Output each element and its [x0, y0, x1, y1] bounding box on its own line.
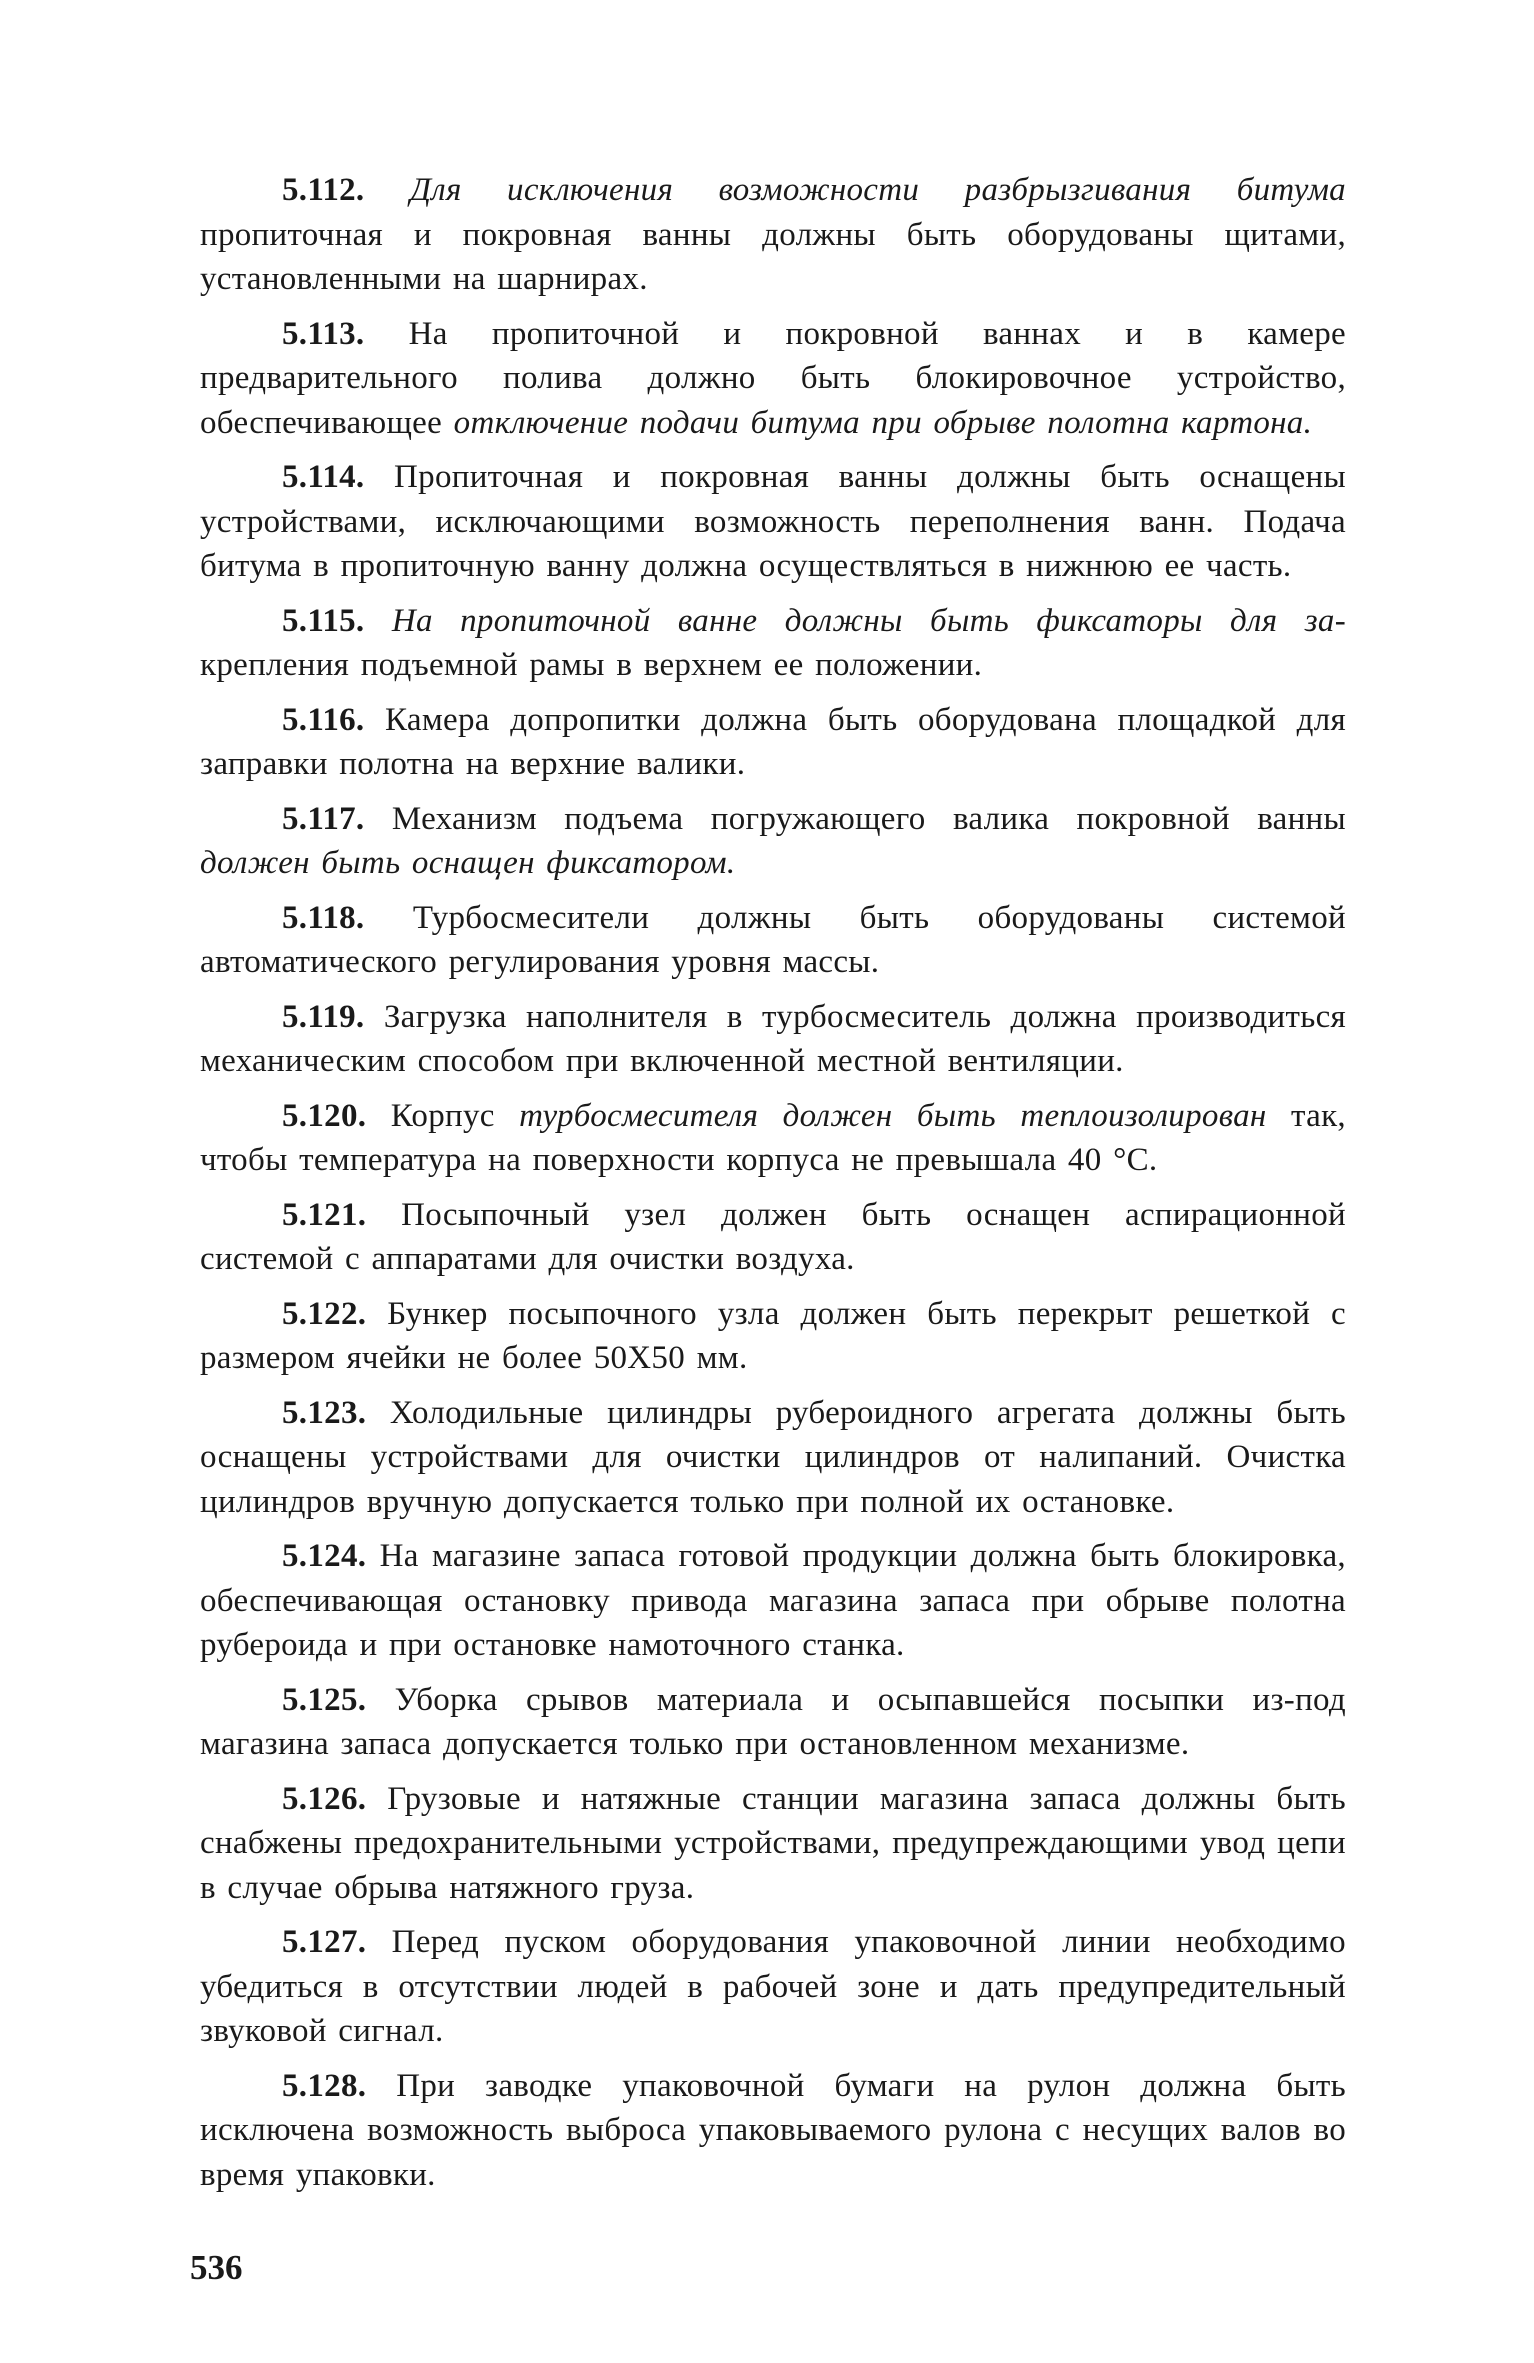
- clause-number: 5.118.: [282, 899, 365, 936]
- clause-number: 5.122.: [282, 1295, 367, 1332]
- clause-text: Камера допропитки должна быть оборудована площадкой для заправки полотна на верхние валики.: [200, 701, 1346, 782]
- clause-number: 5.124.: [282, 1538, 367, 1574]
- clause-text: На магазине запаса готовой продукции должна быть блокировка, обеспечивающая остановку привода магазина запаса при обрыве полотна рубероида и при остановке намоточного станка.: [200, 1538, 1346, 1663]
- paragraph-5-122: [200, 1292, 1346, 1381]
- clause-number: 5.114.: [282, 459, 365, 495]
- paragraph-5-112: [200, 168, 1346, 302]
- clause-text-italic: отключение подачи битума при обрыве полотна картона.: [453, 404, 1313, 441]
- paragraph-5-124: [200, 1534, 1346, 1668]
- clause-text: Корпус: [390, 1097, 495, 1134]
- clause-number: 5.126.: [282, 1780, 367, 1817]
- clause-text-italic: должен быть оснащен фиксатором.: [200, 845, 736, 881]
- clause-number: 5.113.: [282, 315, 365, 352]
- clause-number: 5.123.: [282, 1394, 367, 1431]
- clause-number: 5.128.: [282, 2067, 367, 2104]
- paragraph-5-128: [200, 2064, 1346, 2198]
- clause-text: Турбосмесители должны быть оборудованы системой автоматического регулирования уровня массы.: [200, 899, 1346, 980]
- clause-text: При заводке упаковочной бумаги на рулон должна быть исключена возможность выброса упаковываемого рулона с несущих валов во время упаковки.: [200, 2067, 1346, 2193]
- clause-number: 5.119.: [282, 998, 365, 1035]
- clause-number: 5.116.: [282, 701, 365, 738]
- clause-text-italic: Для исключения возможности разбрызгивания битума: [409, 172, 1346, 208]
- clause-text: На пропиточной и покровной ваннах и в камере предварительного полива должно быть блокировочное устройство, обеспечивающее: [200, 315, 1346, 441]
- paragraph-5-127: [200, 1920, 1346, 2054]
- paragraph-5-116: [200, 698, 1346, 787]
- paragraph-5-121: [200, 1193, 1346, 1282]
- paragraph-5-119: [200, 995, 1346, 1084]
- clause-number: 5.117.: [282, 800, 365, 837]
- paragraph-5-115: [200, 599, 1346, 688]
- clause-text: Грузовые и натяжные станции магазина запаса должны быть снабжены предохранительными устройствами, предупреждающими увод цепи в случае обрыва натяжного груза.: [200, 1780, 1346, 1906]
- paragraph-5-117: [200, 797, 1346, 886]
- clause-text: Бункер посыпочного узла должен быть перекрыт решеткой с размером ячейки не более 50Х50 мм.: [200, 1295, 1346, 1376]
- clause-number: 5.121.: [282, 1196, 367, 1233]
- clause-number: 5.127.: [282, 1924, 367, 1960]
- clause-text: Пропиточная и покровная ванны должны быть оснащены устройствами, исключающими возможность переполнения ванн. Подача битума в пропиточную ванну должна осуществляться в нижнюю ее часть.: [200, 459, 1346, 584]
- clause-text-italic: На пропиточной ванне должны быть фиксаторы для за-: [391, 602, 1346, 639]
- paragraph-5-126: [200, 1777, 1346, 1911]
- paragraph-5-125: [200, 1678, 1346, 1767]
- paragraph-5-113: [200, 312, 1346, 446]
- clause-text-italic: турбосмесителя должен быть теплоизолирован: [519, 1097, 1267, 1134]
- clause-text: Загрузка наполнителя в турбосмеситель должна производиться механическим способом при включенной местной вентиляции.: [200, 998, 1346, 1079]
- paragraph-5-123: [200, 1391, 1346, 1525]
- clause-number: 5.125.: [282, 1681, 367, 1718]
- clause-text: крепления подъемной рамы в верхнем ее положении.: [200, 647, 983, 683]
- clause-text: Перед пуском оборудования упаковочной линии необходимо убедиться в отсутствии людей в рабочей зоне и дать предупредительный звуковой сигнал.: [200, 1924, 1346, 2049]
- clause-number: 5.112.: [282, 172, 365, 208]
- paragraph-5-114: [200, 455, 1346, 589]
- clause-number: 5.120.: [282, 1097, 367, 1134]
- paragraph-5-118: [200, 896, 1346, 985]
- clause-text: Посыпочный узел должен быть оснащен аспирационной системой с аппаратами для очистки воздуха.: [200, 1196, 1347, 1277]
- clause-text: Холодильные цилиндры рубероидного агрегата должны быть оснащены устройствами для очистки цилиндров от налипаний. Очистка цилиндров вручную допускается только при полной их остановке.: [200, 1394, 1346, 1520]
- clause-text: пропиточная и покровная ванны должны быть оборудованы щитами, установленными на шарнирах.: [200, 216, 1346, 297]
- clause-text: Механизм подъема погружающего валика покровной ванны: [391, 800, 1346, 837]
- clause-number: 5.115.: [282, 602, 365, 639]
- page-number: 536: [190, 2248, 243, 2287]
- paragraph-5-120: [200, 1094, 1346, 1183]
- clause-text: так, чтобы температура на поверхности корпуса не превышала 40 °С.: [200, 1097, 1346, 1178]
- clause-text: Уборка срывов материала и осыпавшейся посыпки из-под магазина запаса допускается только при остановленном механизме.: [200, 1681, 1346, 1762]
